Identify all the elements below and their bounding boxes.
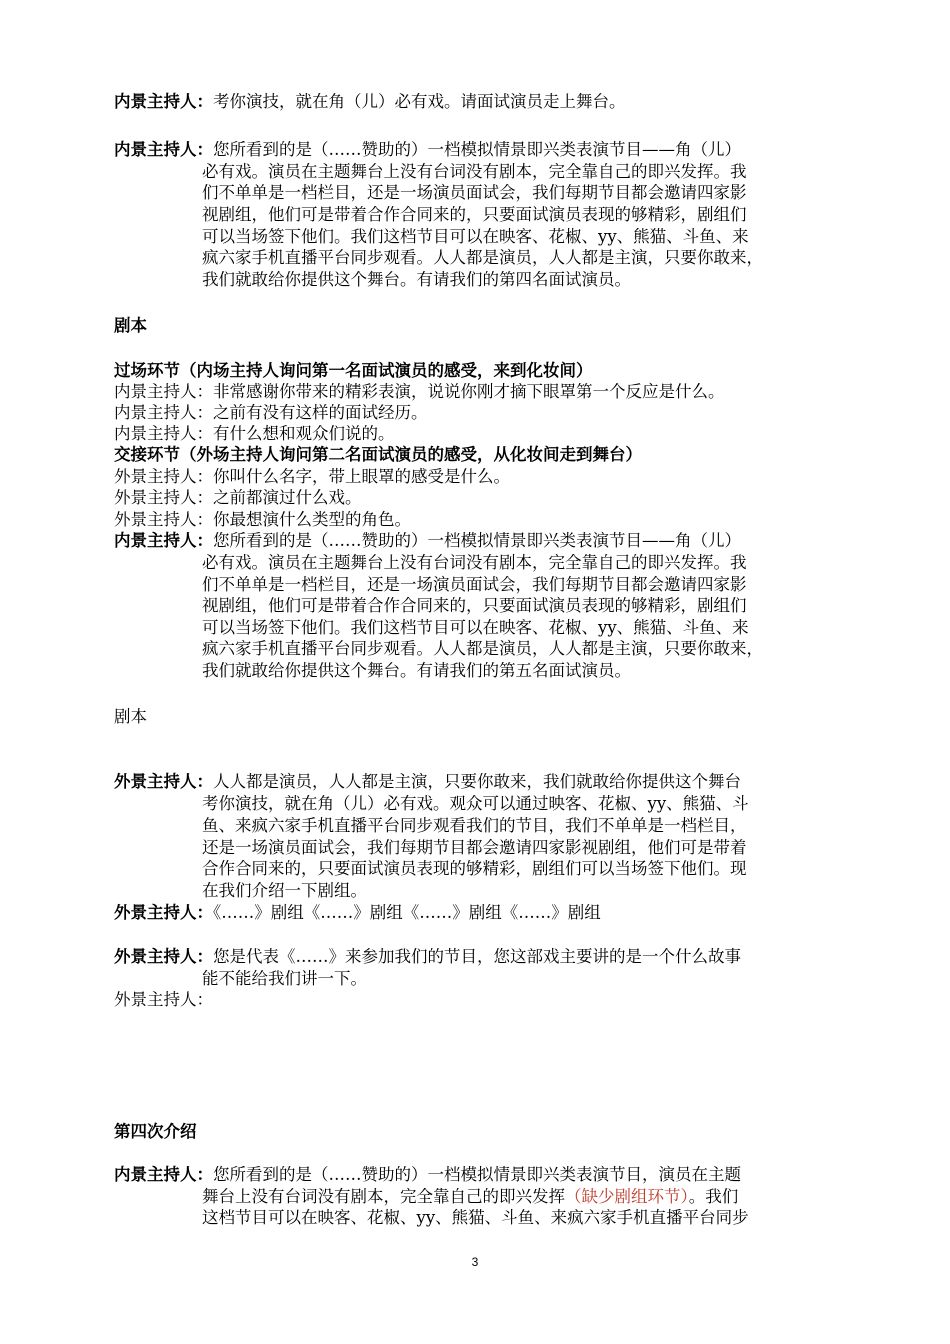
speaker-label: 内景主持人： <box>114 382 213 401</box>
dialogue-text: 人人都是演员，人人都是主演，只要你敢来，我们就敢给你提供这个舞台 <box>213 772 741 791</box>
dialogue-continuation: 视剧组，他们可是带着合作合同来的，只要面试演员表现的够精彩，剧组们 <box>202 596 747 615</box>
dialogue-line <box>114 402 428 423</box>
speaker-label: 外景主持人： <box>114 488 213 507</box>
dialogue-continuation: 们不单单是一档栏目，还是一场演员面试会，我们每期节目都会邀请四家影 <box>202 183 747 202</box>
dialogue-continuation: 在我们介绍一下剧组。 <box>202 881 367 900</box>
dialogue-text: 考你演技，就在角（儿）必有戏。请面试演员走上舞台。 <box>213 92 626 111</box>
dialogue-text: 您是代表《……》来参加我们的节目，您这部戏主要讲的是一个什么故事 <box>213 947 741 966</box>
dialogue-continuation: 我们就敢给你提供这个舞台。有请我们的第四名面试演员。 <box>202 270 631 289</box>
dialogue-continuation: 必有戏。演员在主题舞台上没有台词没有剧本，完全靠自己的即兴发挥。我 <box>202 162 747 181</box>
speaker-label: 内景主持人： <box>114 1165 213 1184</box>
dialogue-continuation: 还是一场演员面试会，我们每期节目都会邀请四家影视剧组，他们可是带着 <box>202 838 747 857</box>
dialogue-text: 您所看到的是（……赞助的）一档模拟情景即兴类表演节目——角（儿） <box>213 531 741 550</box>
dialogue-continuation: 必有戏。演员在主题舞台上没有台词没有剧本，完全靠自己的即兴发挥。我 <box>202 553 747 572</box>
speaker-label: 外景主持人： <box>114 990 213 1009</box>
dialogue-line <box>114 946 741 967</box>
dialogue-continuation: 们不单单是一档栏目，还是一场演员面试会，我们每期节目都会邀请四家影 <box>202 575 747 594</box>
dialogue-line <box>114 466 510 487</box>
speaker-label: 外景主持人： <box>114 947 213 966</box>
speaker-label: 外景主持人： <box>114 467 213 486</box>
speaker-label: 外景主持人： <box>114 903 213 922</box>
dialogue-text: 有什么想和观众们说的。 <box>213 424 395 443</box>
speaker-label: 内景主持人： <box>114 531 213 550</box>
dialogue-line <box>114 509 411 530</box>
dialogue-continuation: 考你演技，就在角（儿）必有戏。观众可以通过映客、花椒、yy、熊猫、斗 <box>202 794 749 813</box>
speaker-label: 内景主持人： <box>114 140 213 159</box>
dialogue-continuation: 我们就敢给你提供这个舞台。有请我们的第五名面试演员。 <box>202 661 631 680</box>
dialogue-continuation: 疯六家手机直播平台同步观看。人人都是演员，人人都是主演，只要你敢来， <box>202 248 763 267</box>
dialogue-text: 您所看到的是（……赞助的）一档模拟情景即兴类表演节目，演员在主题 <box>213 1165 741 1184</box>
dialogue-text: 您所看到的是（……赞助的）一档模拟情景即兴类表演节目——角（儿） <box>213 140 741 159</box>
dialogue-text: 非常感谢你带来的精彩表演，说说你刚才摘下眼罩第一个反应是什么。 <box>213 382 725 401</box>
dialogue-continuation: 可以当场签下他们。我们这档节目可以在映客、花椒、yy、熊猫、斗鱼、来 <box>202 618 749 637</box>
speaker-label: 内景主持人： <box>114 92 213 111</box>
dialogue-continuation: 合作合同来的，只要面试演员表现的够精彩，剧组们可以当场签下他们。现 <box>202 859 747 878</box>
dialogue-line <box>114 139 741 160</box>
speaker-label: 内景主持人： <box>114 403 213 422</box>
dialogue-continuation <box>202 1186 738 1207</box>
dialogue-line <box>114 91 626 112</box>
dialogue-continuation: 疯六家手机直播平台同步观看。人人都是演员，人人都是主演，只要你敢来， <box>202 639 763 658</box>
dialogue-line <box>114 771 741 792</box>
editor-annotation: （缺少剧组环节） <box>565 1187 689 1206</box>
dialogue-line <box>114 902 601 923</box>
section-heading: 剧本 <box>114 316 147 335</box>
speaker-label: 外景主持人： <box>114 772 213 791</box>
section-heading: 交接环节（外场主持人询问第二名面试演员的感受，从化妆间走到舞台） <box>114 445 642 464</box>
speaker-label: 外景主持人： <box>114 510 213 529</box>
section-heading: 过场环节（内场主持人询问第一名面试演员的感受，来到化妆间） <box>114 361 593 380</box>
dialogue-text: 《……》剧组《……》剧组《……》剧组《……》剧组 <box>213 903 601 922</box>
dialogue-continuation: 可以当场签下他们。我们这档节目可以在映客、花椒、yy、熊猫、斗鱼、来 <box>202 227 749 246</box>
dialogue-text: 舞台上没有台词没有剧本，完全靠自己的即兴发挥 <box>202 1187 565 1206</box>
dialogue-continuation: 能不能给我们讲一下。 <box>202 969 367 988</box>
dialogue-continuation: 视剧组，他们可是带着合作合同来的，只要面试演员表现的够精彩，剧组们 <box>202 205 747 224</box>
dialogue-line <box>114 381 725 402</box>
dialogue-text: 。我们 <box>688 1187 739 1206</box>
dialogue-text: 之前都演过什么戏。 <box>213 488 362 507</box>
page-number: 3 <box>471 1255 479 1269</box>
dialogue-line <box>114 487 362 508</box>
dialogue-text: 你最想演什么类型的角色。 <box>213 510 411 529</box>
dialogue-line <box>114 423 395 444</box>
dialogue-continuation: 这档节目可以在映客、花椒、yy、熊猫、斗鱼、来疯六家手机直播平台同步 <box>202 1208 749 1227</box>
dialogue-text: 你叫什么名字，带上眼罩的感受是什么。 <box>213 467 510 486</box>
section-heading: 剧本 <box>114 707 147 726</box>
dialogue-continuation: 鱼、来疯六家手机直播平台同步观看我们的节目，我们不单单是一档栏目， <box>202 816 747 835</box>
dialogue-line <box>114 530 741 551</box>
dialogue-line <box>114 1164 741 1185</box>
dialogue-line <box>114 989 213 1010</box>
speaker-label: 内景主持人： <box>114 424 213 443</box>
section-heading: 第四次介绍 <box>114 1122 197 1141</box>
dialogue-text: 之前有没有这样的面试经历。 <box>213 403 428 422</box>
